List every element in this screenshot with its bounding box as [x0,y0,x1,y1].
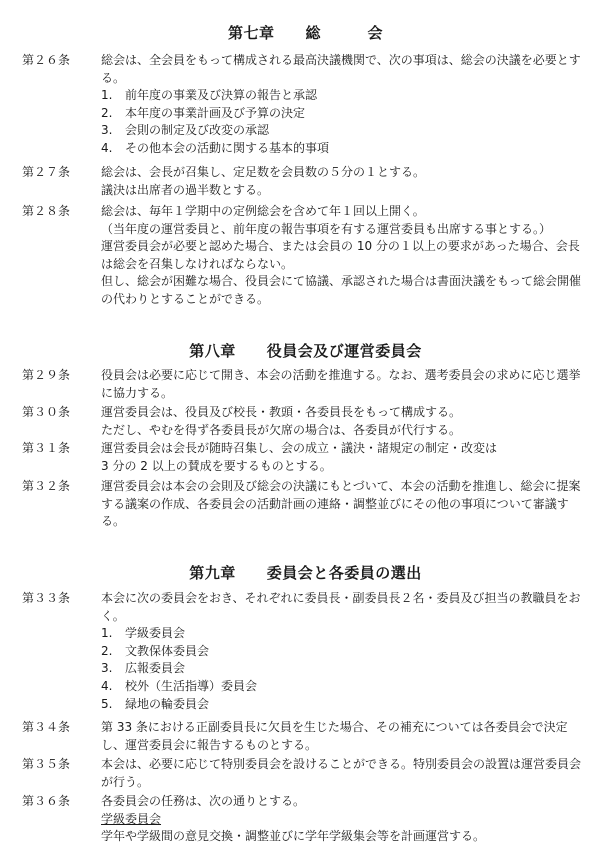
article-26-text: 総会は、全会員をもって構成される最高決議機関で、次の事項は、総会の決議を必要とする。 [101,53,581,85]
article-35-body [101,756,581,791]
article-28-text-2: （当年度の運営委員と、前年度の報告事項を有する運営委員も出席する事とする。） [101,221,552,236]
article-29-label: 第２９条 [22,368,71,382]
article-36-label: 第３６条 [22,794,71,808]
article-30-text-2: ただし、やむを得ず各委員長が欠席の場合は、各委員が代行する。 [101,422,462,437]
chapter-9-title: 第九章 委員会と各委員の選出 [189,564,422,582]
article-33-text: 本会に次の委員会をおき、それぞれに委員長・副委員長２名・委員及び担当の教職員をおく。 [101,591,581,623]
article-26-item-2: 2. 本年度の事業計画及び予算の決定 [101,105,306,120]
article-27-text-1: 総会は、会長が召集し、定足数を会員数の５分の１とする。 [101,165,426,179]
article-26-item-3: 3. 会則の制定及び改変の承認 [101,123,270,138]
article-27-body [101,164,581,199]
article-28-label: 第２８条 [22,204,71,218]
article-31-text-1: 運営委員会は会長が随時召集し、会の成立・議決・諸規定の制定・改変は [101,441,498,455]
article-30-body [101,404,581,439]
article-34-label: 第３４条 [22,720,71,734]
chapter-8-title: 第八章 役員会及び運営委員会 [189,342,422,360]
article-35-label: 第３５条 [22,757,71,771]
article-26-item-1: 1. 前年度の事業及び決算の報告と承認 [101,88,318,103]
article-26-label: 第２６条 [22,53,71,67]
article-28-text-4: 但し、総会が困難な場合、役員会にて協議、承認された場合は書面決議をもって総会開催の代わりとすることができる。 [101,274,582,306]
article-31-text-2: 3 分の 2 以上の賛成を要するものとする。 [101,458,332,473]
article-33-item-3: 3. 広報委員会 [101,661,186,676]
article-33-item-4: 4. 校外（生活指導）委員会 [101,678,258,693]
article-36-subtext: 学年や学級間の意見交換・調整並びに学年学級集会等を計画運営する。 [101,829,486,844]
article-33-item-5: 5. 緑地の輪委員会 [101,696,210,711]
article-33-label: 第３３条 [22,591,71,605]
article-31-label: 第３１条 [22,441,71,455]
article-28-body [101,203,581,309]
article-36-text: 各委員会の任務は、次の通りとする。 [101,794,306,808]
article-32-label: 第３２条 [22,479,71,493]
article-34-text: 第 33 条における正副委員長に欠員を生じた場合、その補充については各委員会で決定し、運営委員会に報告するものとする。 [101,720,568,752]
article-27-text-2: 議決は出席者の過半数とする。 [101,182,270,197]
article-26-body [101,52,581,158]
article-26-item-4: 4. その他本会の活動に関する基本的事項 [101,140,330,155]
article-29-text: 役員会は必要に応じて開き、本会の活動を推進する。なお、選考委員会の求めに応じ選挙に協力する。 [101,368,581,400]
article-32-body [101,478,581,531]
article-28-text-1: 総会は、毎年１学期中の定例総会を含めて年１回以上開く。 [101,204,425,218]
chapter-7-title: 第七章 総 会 [227,24,383,42]
article-36-subheading: 学級委員会 [101,811,162,826]
article-35-text: 本会は、必要に応じて特別委員会を設けることができる。特別委員会の設置は運営委員会が行う。 [101,757,582,789]
article-30-text-1: 運営委員会は、役員及び校長・教頭・各委員長をもって構成する。 [101,405,462,419]
article-36-body [101,793,581,846]
article-30-label: 第３０条 [22,405,71,419]
article-32-text: 運営委員会は本会の会則及び総会の決議にもとづいて、本会の活動を推進し、総会に提案する議案の作成、各委員会の活動計画の連絡・調整並びにその他の事項について審議する。 [101,479,581,529]
article-33-item-2: 2. 文教保体委員会 [101,643,210,658]
article-33-body [101,590,581,713]
article-27-label: 第２７条 [22,165,71,179]
article-29-body [101,367,581,402]
article-31-body [101,440,581,475]
article-34-body [101,719,581,754]
article-28-text-3: 運営委員会が必要と認めた場合、または会員の 10 分の１以上の要求があった場合、会長は総会を召集しなければならない。 [101,239,580,271]
article-33-item-1: 1. 学級委員会 [101,626,186,641]
